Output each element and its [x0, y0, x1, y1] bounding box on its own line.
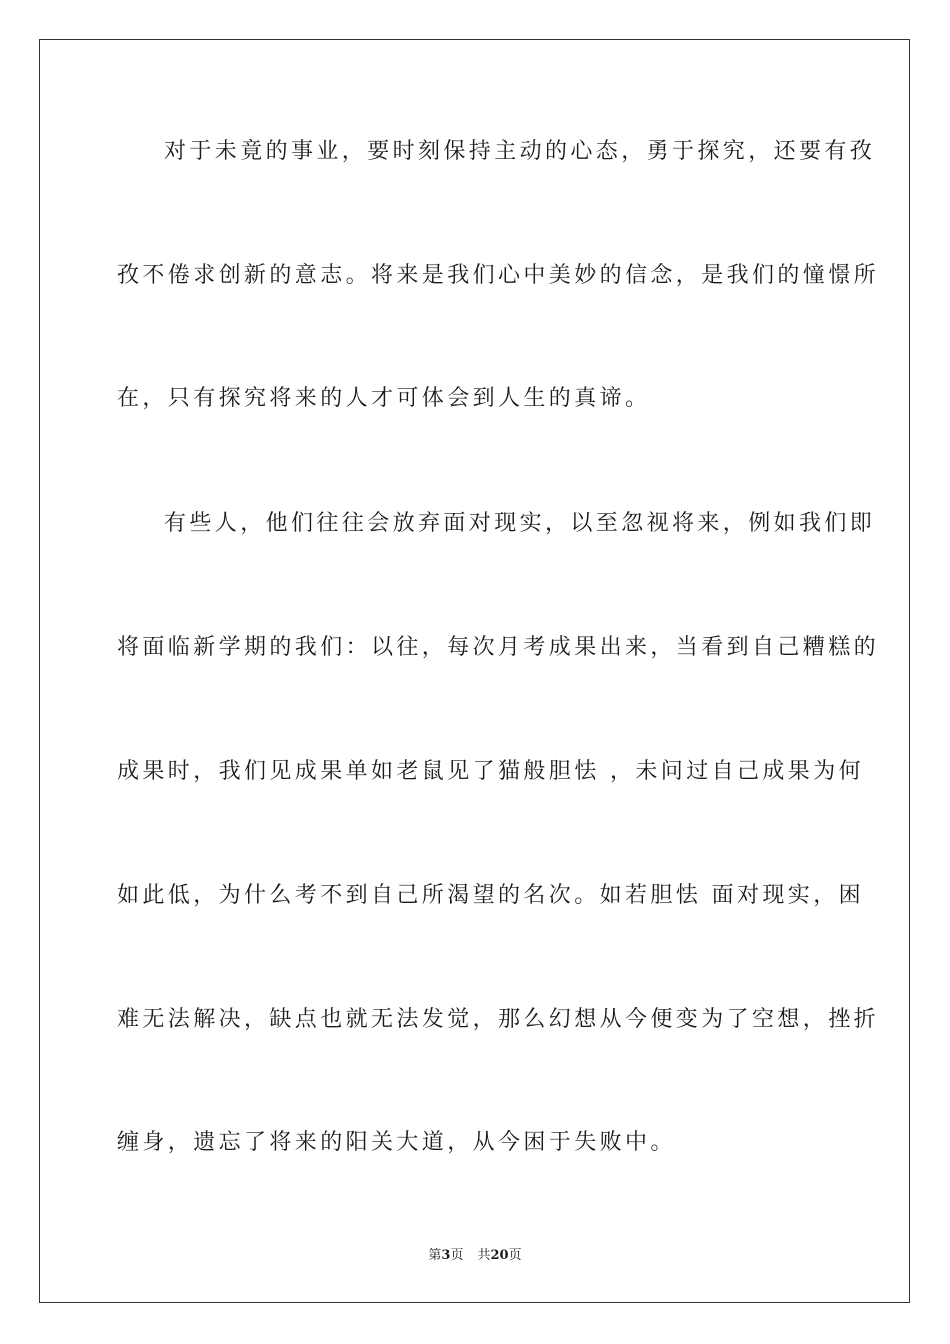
total-suffix: 页	[508, 1248, 522, 1263]
paragraph-2-line-2: 将面临新学期的我们：以往，每次月考成果出来，当看到自己糟糕的	[117, 635, 880, 660]
total-prefix: 共	[477, 1248, 491, 1263]
paragraph-2-line-3: 成果时，我们见成果单如老鼠见了猫般胆怯 ，未问过自己成果为何	[117, 759, 864, 784]
page-prefix: 第	[428, 1248, 442, 1263]
total-pages: 20	[490, 1248, 509, 1263]
page-suffix: 页	[450, 1248, 464, 1263]
paragraph-2-line-6: 缠身，遗忘了将来的阳关大道，从今困于失败中。	[117, 1130, 676, 1155]
page-number: 3	[441, 1248, 451, 1263]
page-border	[39, 39, 910, 1303]
paragraph-2-line-1: 有些人，他们往往会放弃面对现实，以至忽视将来，例如我们即	[164, 511, 876, 536]
paragraph-2-line-4: 如此低，为什么考不到自己所渴望的名次。如若胆怯 面对现实，困	[117, 883, 864, 908]
paragraph-1-line-2: 孜不倦求创新的意志。将来是我们心中美妙的信念，是我们的憧憬所	[117, 263, 880, 288]
paragraph-1-line-1: 对于未竟的事业，要时刻保持主动的心态，勇于探究，还要有孜	[164, 139, 876, 164]
paragraph-2-line-5: 难无法解决，缺点也就无法发觉，那么幻想从今便变为了空想，挫折	[117, 1007, 880, 1032]
paragraph-1-line-3: 在，只有探究将来的人才可体会到人生的真谛。	[117, 386, 651, 411]
page-footer	[0, 1247, 950, 1265]
